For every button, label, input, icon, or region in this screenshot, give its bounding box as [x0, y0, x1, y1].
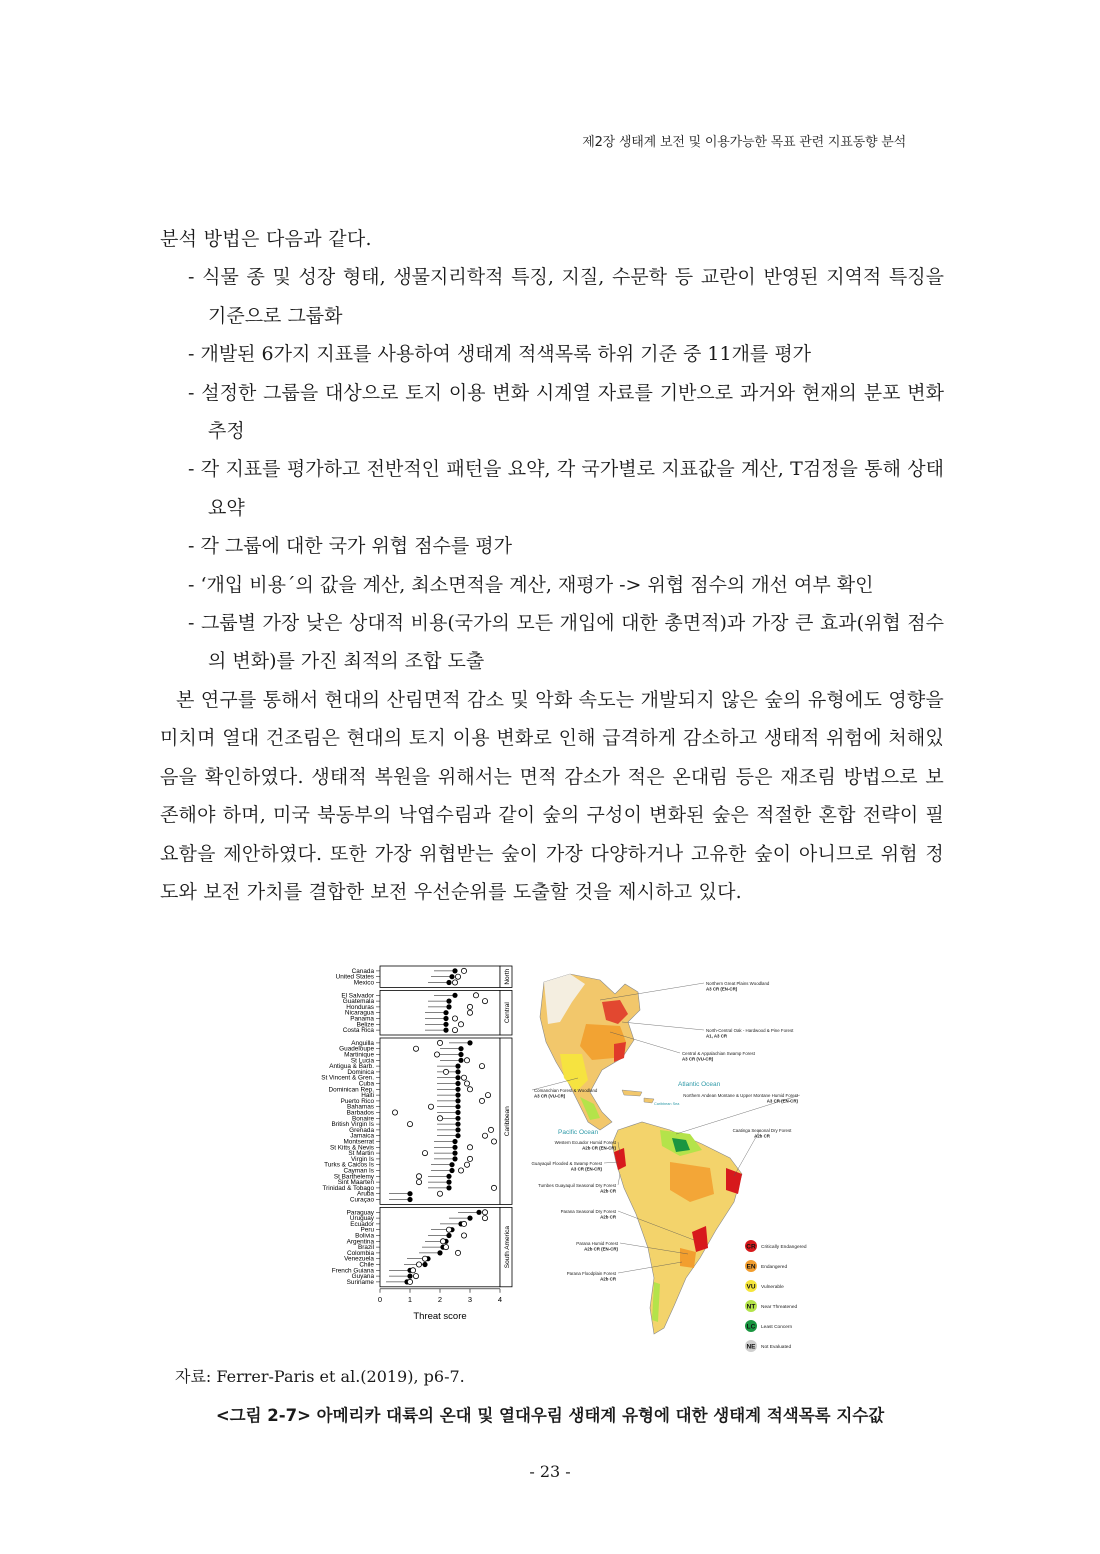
country-label: Aruba — [356, 1190, 374, 1198]
body-text — [160, 220, 944, 911]
legend-item — [745, 1280, 784, 1292]
method-list — [160, 258, 944, 680]
open-point — [482, 1210, 487, 1215]
open-point — [413, 1046, 418, 1051]
country-label: St Martin — [348, 1150, 374, 1158]
americas-map — [530, 962, 820, 1362]
ocean-label: Pacific Ocean — [558, 1129, 599, 1136]
filled-point — [446, 999, 451, 1004]
country-label: Curaçao — [349, 1196, 374, 1204]
open-point — [416, 1174, 421, 1179]
x-tick-label: 1 — [407, 1294, 413, 1304]
legend-item — [745, 1240, 807, 1252]
open-point — [440, 1239, 445, 1244]
filled-point — [407, 1197, 412, 1202]
open-point — [491, 1185, 496, 1190]
legend-code: NT — [746, 1303, 756, 1311]
filled-point — [407, 1274, 412, 1279]
open-point — [479, 1098, 484, 1103]
open-point — [467, 1004, 472, 1009]
country-label: French Guiana — [331, 1267, 374, 1275]
legend-item — [745, 1340, 791, 1352]
method-item: - 각 그룹에 대한 국가 위협 점수를 평가 — [188, 535, 513, 558]
legend-label: Near Threatened — [761, 1305, 798, 1310]
open-point — [488, 1127, 493, 1132]
country-label: Barbados — [346, 1109, 374, 1117]
filled-point — [455, 1075, 460, 1080]
country-label: United States — [335, 973, 374, 981]
country-label: Bahamas — [347, 1103, 374, 1111]
open-point — [437, 1116, 442, 1121]
filled-point — [467, 1040, 472, 1045]
open-point — [422, 1151, 427, 1156]
legend-code: LC — [746, 1323, 756, 1331]
open-point — [407, 1122, 412, 1127]
open-point — [467, 1156, 472, 1161]
open-point — [428, 1104, 433, 1109]
filled-point — [446, 1185, 451, 1190]
open-point — [407, 1279, 412, 1284]
annotation-leader — [618, 1174, 620, 1185]
method-item: - 설정한 그룹을 대상으로 토지 이용 변화 시계열 자료를 기반으로 과거와 현재의 분포 변화 추정 — [188, 381, 944, 443]
threat-score-chart — [300, 962, 515, 1362]
filled-point — [446, 1004, 451, 1009]
x-tick-label: 4 — [497, 1294, 503, 1304]
filled-point — [437, 1250, 442, 1255]
annotation-status: A3 CR (EN-CR) — [570, 1166, 602, 1172]
x-tick-label: 0 — [377, 1294, 383, 1304]
country-label: Jamaica — [350, 1132, 374, 1140]
country-label: Paraguay — [346, 1209, 374, 1217]
filled-point — [449, 1162, 454, 1167]
group-label: South America — [504, 1225, 511, 1269]
country-label: Mexico — [353, 979, 374, 987]
country-label: Cayman Is — [343, 1167, 374, 1175]
open-point — [455, 1250, 460, 1255]
filled-point — [443, 1022, 448, 1027]
open-point — [467, 1145, 472, 1150]
annotation-status: A3 CR (VU-CR) — [682, 1056, 714, 1062]
country-label: St Vincent & Gren. — [321, 1074, 374, 1082]
open-point — [452, 980, 457, 985]
country-label: Anguilla — [351, 1039, 374, 1047]
filled-point — [446, 980, 451, 985]
open-point — [452, 1016, 457, 1021]
filled-point — [467, 1216, 472, 1221]
country-label: Guatemala — [342, 998, 374, 1006]
filled-point — [458, 1058, 463, 1063]
annotation-status: A2b CR (EN-CR) — [582, 1145, 616, 1151]
open-point — [434, 1052, 439, 1057]
filled-point — [449, 1168, 454, 1173]
country-label: St Kitts & Nevis — [329, 1144, 374, 1152]
annotation-name: Parana Humid Forest — [576, 1241, 618, 1246]
country-label: Costa Rica — [342, 1027, 374, 1035]
open-point — [416, 1180, 421, 1185]
open-point — [455, 974, 460, 979]
open-point — [452, 1028, 457, 1033]
legend-label: Least Concern — [761, 1325, 793, 1330]
filled-point — [443, 1010, 448, 1015]
open-point — [491, 1139, 496, 1144]
map-annotation — [538, 1174, 620, 1194]
filled-point — [455, 1133, 460, 1138]
open-point — [485, 1093, 490, 1098]
annotation-status: A3 CR (EN-CR) — [706, 986, 738, 992]
open-point — [464, 1058, 469, 1063]
country-label: Haiti — [361, 1092, 374, 1100]
filled-point — [452, 1139, 457, 1144]
country-label: Venezuela — [344, 1255, 374, 1263]
legend-label: Endangered — [761, 1265, 788, 1270]
country-label: Belize — [356, 1021, 374, 1029]
country-label: Montserrat — [343, 1138, 374, 1146]
country-label: Puerto Rico — [340, 1097, 374, 1105]
country-label: Bolivia — [355, 1232, 374, 1240]
map-annotation — [622, 1022, 794, 1039]
filled-point — [449, 974, 454, 979]
annotation-leader — [622, 1022, 704, 1030]
country-label: Trinidad & Tobago — [322, 1184, 374, 1192]
open-point — [461, 1233, 466, 1238]
country-label: St Barthelemy — [333, 1173, 374, 1181]
open-point — [467, 1010, 472, 1015]
annotation-status: A3 CR (VU-CR) — [534, 1093, 566, 1099]
open-point — [461, 1075, 466, 1080]
filled-point — [455, 1081, 460, 1086]
filled-point — [455, 1087, 460, 1092]
country-label: St Lucia — [350, 1057, 374, 1065]
open-point — [437, 1191, 442, 1196]
open-point — [422, 1256, 427, 1261]
x-tick-label: 2 — [437, 1294, 443, 1304]
country-label: Grenada — [349, 1126, 374, 1134]
filled-point — [455, 1064, 460, 1069]
map-annotation — [555, 1140, 620, 1154]
annotation-status: A2b CR — [754, 1133, 770, 1139]
filled-point — [452, 1145, 457, 1150]
filled-point — [446, 1233, 451, 1238]
legend-label: Not Evaluated — [761, 1345, 792, 1350]
legend-code: EN — [746, 1263, 756, 1271]
annotation-name: Central & Appalachian Swamp Forest — [682, 1051, 755, 1056]
method-item: - 각 지표를 평가하고 전반적인 패턴을 요약, 각 국가별로 지표값을 계산, T검정을 통해 상태 요약 — [188, 458, 944, 519]
ocean-label: Atlantic Ocean — [678, 1081, 721, 1088]
country-label: Dominica — [347, 1068, 374, 1076]
filled-point — [476, 1210, 481, 1215]
open-point — [437, 1040, 442, 1045]
filled-point — [443, 1016, 448, 1021]
legend-item — [745, 1300, 798, 1312]
page-number: - 23 - — [529, 1462, 571, 1481]
legend-item — [745, 1320, 793, 1332]
filled-point — [422, 1262, 427, 1267]
running-header: 제2장 생태계 보전 및 이용가능한 목표 관련 지표동향 분석 — [582, 135, 906, 150]
filled-point — [446, 1180, 451, 1185]
country-label: British Virgin Is — [331, 1121, 374, 1129]
country-label: Suriname — [346, 1278, 374, 1286]
group-label: Caribbean — [504, 1106, 511, 1137]
country-label: Guadeloupe — [339, 1045, 374, 1053]
group-label: Central — [504, 1002, 511, 1024]
country-label: Dominican Rep. — [328, 1086, 374, 1094]
country-label: Nicaragua — [344, 1009, 374, 1017]
open-point — [446, 1227, 451, 1232]
country-label: Turks & Caicos Is — [324, 1161, 374, 1169]
open-point — [458, 1168, 463, 1173]
filled-point — [458, 1052, 463, 1057]
annotation-name: Parana Floodplain Forest — [566, 1271, 616, 1276]
method-item: - 그룹별 가장 낮은 상대적 비용(국가의 모든 개입에 대한 총면적)과 가장 큰 효과(위협 점수의 변화)를 가진 최적의 조합 도출 — [188, 612, 944, 673]
legend-label: Critically Endangered — [761, 1245, 807, 1250]
annotation-status: A1, A3 CR — [706, 1033, 728, 1039]
annotation-leader — [600, 983, 704, 1000]
map-annotation — [531, 1161, 618, 1172]
filled-point — [455, 1093, 460, 1098]
country-label: Chile — [359, 1261, 374, 1269]
open-point — [416, 1262, 421, 1267]
intro-text: 분석 방법은 다음과 같다. — [160, 228, 372, 250]
method-item: - 개발된 6가지 지표를 사용하여 생태계 적색목록 하위 기준 중 11개를 평가 — [188, 343, 812, 366]
filled-point — [452, 993, 457, 998]
annotation-name: Western Ecuador Humid Forest — [554, 1140, 616, 1145]
filled-point — [455, 1122, 460, 1127]
country-label: Panama — [350, 1015, 374, 1023]
open-point — [482, 1133, 487, 1138]
open-point — [461, 968, 466, 973]
open-point — [464, 1162, 469, 1167]
map-annotation — [733, 1128, 793, 1176]
filled-point — [452, 968, 457, 973]
filled-point — [458, 1046, 463, 1051]
filled-point — [452, 1151, 457, 1156]
country-label: Guyana — [351, 1273, 374, 1281]
filled-point — [455, 1116, 460, 1121]
legend-code: CR — [746, 1243, 756, 1251]
annotation-name: Northern Great Plains Woodland — [706, 981, 770, 986]
annotation-status: A3 CR (EN-CR) — [766, 1098, 798, 1104]
method-item: - 식물 종 및 성장 형태, 생물지리학적 특징, 지질, 수문학 등 교란이 반영된 지역적 특징을 기준으로 그룹화 — [188, 266, 944, 327]
country-label: El Salvador — [341, 992, 374, 1000]
annotation-status: A2b CR — [600, 1214, 616, 1220]
annotation-name: North-Central Oak - Hardwood & Pine Forest — [706, 1028, 794, 1033]
filled-point — [455, 1069, 460, 1074]
country-label: Virgin Is — [351, 1155, 374, 1163]
country-label: Sint Maarten — [337, 1179, 374, 1187]
country-label: Colombia — [347, 1249, 374, 1257]
open-point — [392, 1110, 397, 1115]
open-point — [461, 1221, 466, 1226]
country-label: Ecuador — [350, 1220, 374, 1228]
figure-source: 자료: Ferrer-Paris et al.(2019), p6-7. — [175, 1367, 465, 1386]
open-point — [443, 1245, 448, 1250]
country-label: Uruguay — [349, 1215, 374, 1223]
figure-2-7 — [300, 962, 820, 1362]
open-point — [482, 999, 487, 1004]
country-label: Argentina — [346, 1238, 374, 1246]
annotation-name: Tumbes Guayaquil Seasonal Dry Forest — [538, 1183, 616, 1188]
open-point — [413, 1274, 418, 1279]
filled-point — [455, 1098, 460, 1103]
legend-item — [745, 1260, 787, 1272]
annotation-status: A2b CR — [600, 1188, 616, 1194]
filled-point — [455, 1104, 460, 1109]
annotation-name: Northern Andean Montane & Upper Montane Humid Forest — [683, 1093, 798, 1098]
filled-point — [452, 1156, 457, 1161]
x-tick-label: 3 — [467, 1294, 473, 1304]
annotation-name: Caatinga Seasonal Dry Forest — [732, 1128, 792, 1133]
method-item: - ‘개입 비용´의 값을 계산, 최소면적을 계산, 재평가 -> 위협 점수의 개선 여부 확인 — [188, 573, 874, 596]
ocean-label: Caribbean Sea — [654, 1102, 680, 1106]
open-point — [482, 1216, 487, 1221]
country-label: Canada — [351, 967, 374, 975]
open-point — [443, 1069, 448, 1074]
filled-point — [446, 1174, 451, 1179]
open-point — [467, 1087, 472, 1092]
filled-point — [407, 1191, 412, 1196]
group-label: North — [504, 968, 511, 985]
open-point — [464, 1081, 469, 1086]
filled-point — [455, 1127, 460, 1132]
open-point — [473, 993, 478, 998]
open-point — [479, 1064, 484, 1069]
legend-code: NE — [746, 1343, 756, 1351]
annotation-status: A2b CR — [600, 1276, 616, 1282]
country-label: Brazil — [358, 1244, 374, 1252]
annotation-name: Guayaquil Flooded & Swamp Forest — [531, 1161, 602, 1166]
country-label: Bonaire — [351, 1115, 374, 1123]
open-point — [458, 1022, 463, 1027]
legend-label: Vulnerable — [761, 1285, 784, 1290]
filled-point — [443, 1028, 448, 1033]
summary-paragraph: 본 연구를 통해서 현대의 산림면적 감소 및 악화 속도는 개발되지 않은 숲의 유형에도 영향을 미치며 열대 건조림은 현대의 토지 이용 변화로 인해 급격하게 감소하고 생태적 위험에 처해있음을 확인하였다. 생태적 복원을 위해서는 면적 감소가 적은 온대림 등은 재조림 방법으로 보존해야 하며, 미국 북동부의 낙엽수림과 같이 숲의 구성이 변화된 숲은 적절한 혼합 전략이 필요함을 제안하였다. 또한 가장 위협받는 숲이 가장 다양하거나 고유한 숲이 아니므로 위험 정도와 보전 가치를 결합한 보전 우선순위를 도출할 것을 제시하고 있다. — [160, 688, 944, 903]
country-label: Peru — [360, 1226, 374, 1234]
x-axis-title: Threat score — [413, 1310, 467, 1322]
filled-point — [455, 1110, 460, 1115]
annotation-status: A2b CR (EN-CR) — [584, 1246, 618, 1252]
country-label: Honduras — [346, 1003, 374, 1011]
country-label: Cuba — [358, 1080, 374, 1088]
country-label: Antigua & Barb. — [329, 1063, 374, 1071]
annotation-name: Parana Seasonal Dry Forest — [560, 1209, 616, 1214]
open-point — [410, 1268, 415, 1273]
country-label: Martinique — [344, 1051, 374, 1059]
annotation-name: Comanchian Forest & Woodland — [534, 1088, 598, 1093]
legend-code: VU — [746, 1283, 756, 1291]
figure-caption: <그림 2-7> 아메리카 대륙의 온대 및 열대우림 생태계 유형에 대한 생태계 적색목록 지수값 — [215, 1406, 885, 1425]
